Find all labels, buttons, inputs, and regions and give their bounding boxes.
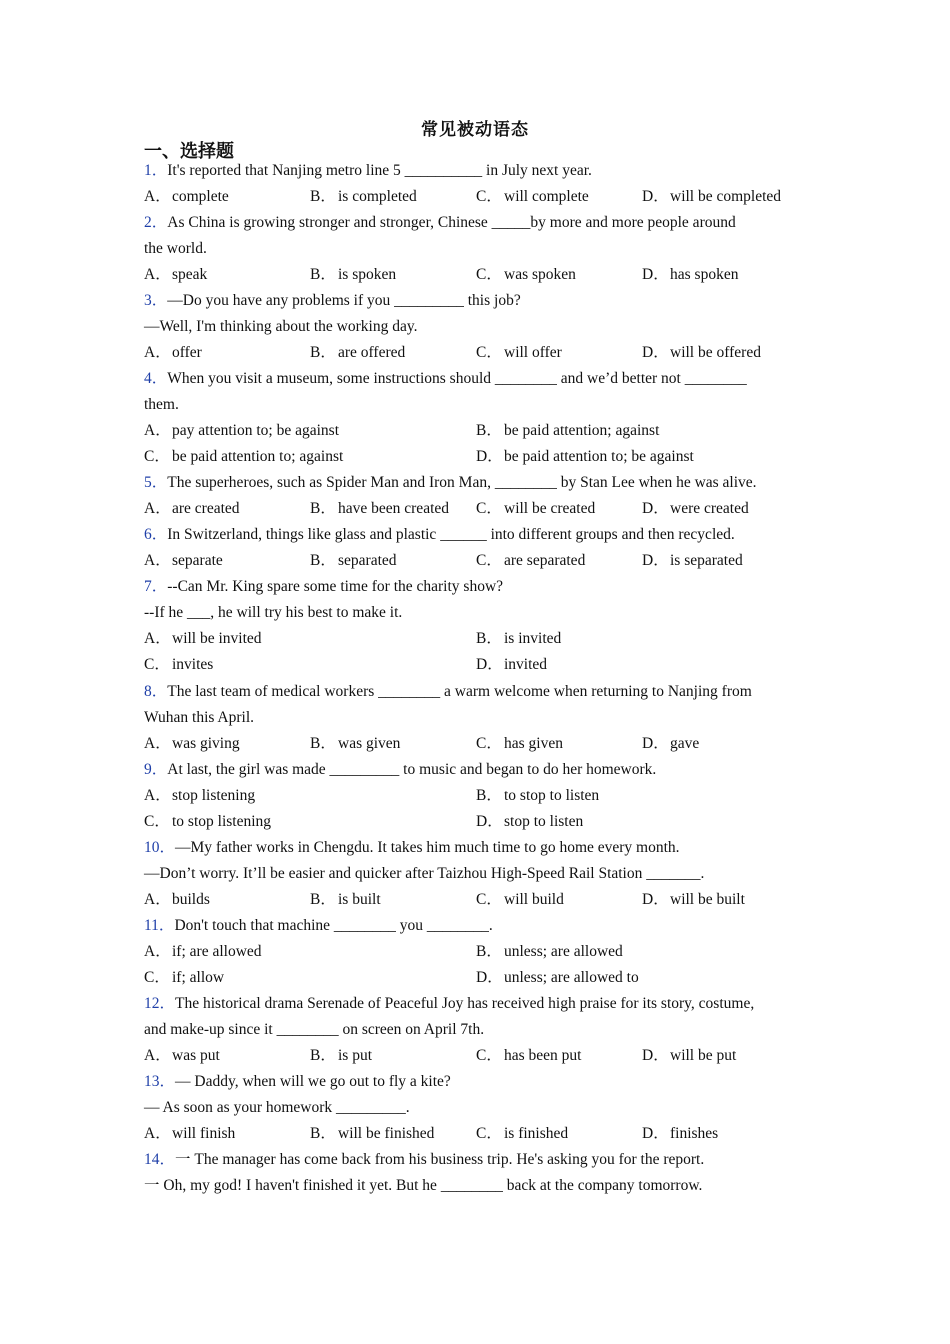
option-d[interactable]: D．will be built — [642, 891, 745, 908]
option-b[interactable]: B． have been created — [310, 500, 450, 517]
stem-continuation: --If he ___, he will try his best to make it. — [144, 604, 403, 621]
stem-continuation: 一 Oh, my god! I haven't finished it yet. But he ________ back at the company tomorrow. — [144, 1177, 703, 1194]
stem-text: In Switzerland, things like glass and plastic ______ into different groups and then recycled. — [167, 526, 735, 543]
option-b[interactable]: B． be paid attention; against — [476, 422, 660, 439]
stem-continuation: —Well, I'm thinking about the working day. — [144, 318, 418, 335]
option-b[interactable]: B． is spoken — [310, 266, 397, 283]
stem-text: 一 The manager has come back from his business trip. He's asking you for the report. — [175, 1151, 705, 1168]
question-5 — [144, 470, 814, 522]
options-row — [144, 496, 814, 522]
option-d[interactable]: D．finishes — [642, 1125, 719, 1142]
question-stem — [144, 470, 814, 496]
stem-continuation: —Don’t worry. It’ll be easier and quicker after Taizhou High-Speed Rail Station _______. — [144, 865, 705, 882]
option-a[interactable]: A．was put — [144, 1047, 220, 1064]
stem-text: It's reported that Nanjing metro line 5 __________ in July next year. — [167, 162, 592, 179]
question-stem — [144, 679, 814, 705]
question-list — [144, 158, 814, 1199]
option-c[interactable]: C． be paid attention to; against — [144, 448, 344, 465]
question-13 — [144, 1069, 814, 1147]
question-stem — [144, 288, 814, 314]
question-9 — [144, 757, 814, 835]
option-b[interactable]: B． are offered — [310, 344, 406, 361]
stem-continuation: the world. — [144, 240, 207, 257]
question-number: 14． — [144, 1151, 176, 1168]
options-row — [144, 444, 814, 470]
options-row — [144, 939, 814, 965]
stem-text: The superheroes, such as Spider Man and Iron Man, ________ by Stan Lee when he was alive. — [167, 474, 757, 491]
stem-text: At last, the girl was made _________ to music and began to do her homework. — [167, 761, 657, 778]
question-stem — [144, 366, 814, 392]
question-2 — [144, 210, 814, 288]
document-title: 常见被动语态 — [421, 120, 529, 140]
question-number: 11． — [144, 917, 175, 934]
question-number: 4． — [144, 370, 168, 387]
stem-text: The historical drama Serenade of Peaceful Joy has received high praise for its story, costume, — [175, 995, 755, 1012]
option-d[interactable]: D．is separated — [642, 552, 743, 569]
options-row — [144, 809, 814, 835]
option-a[interactable]: A．stop listening — [144, 787, 256, 804]
stem-text: --Can Mr. King spare some time for the charity show? — [167, 578, 504, 595]
option-d[interactable]: D．invited — [476, 656, 548, 673]
question-stem — [144, 913, 814, 939]
question-number: 5． — [144, 474, 168, 491]
section-heading: 一、选择题 — [144, 141, 234, 162]
question-stem — [144, 158, 814, 184]
question-stem — [144, 835, 814, 861]
option-b[interactable]: B． is completed — [310, 188, 417, 205]
question-number: 2． — [144, 214, 168, 231]
options-row — [144, 731, 814, 757]
stem-continuation: — As soon as your homework _________. — [144, 1099, 410, 1116]
question-stem — [144, 991, 814, 1017]
options-row — [144, 887, 814, 913]
options-row — [144, 652, 814, 678]
question-1 — [144, 158, 814, 210]
question-number: 9． — [144, 761, 168, 778]
option-d[interactable]: D．unless; are allowed to — [476, 969, 639, 986]
option-c[interactable]: C． will be created — [476, 500, 596, 517]
option-a[interactable]: A．will be invited — [144, 630, 262, 647]
question-8 — [144, 679, 814, 757]
question-number: 8． — [144, 683, 168, 700]
question-number: 10． — [144, 839, 176, 856]
option-a[interactable]: A．offer — [144, 344, 202, 361]
option-c[interactable]: C． to stop listening — [144, 813, 272, 830]
stem-text: As China is growing stronger and stronger, Chinese _____by more and more people around — [167, 214, 736, 231]
option-b[interactable]: B． will be finished — [310, 1125, 435, 1142]
question-stem — [144, 210, 814, 236]
option-c[interactable]: C． are separated — [476, 552, 586, 569]
stem-text: When you visit a museum, some instructions should ________ and we’d better not ________ — [167, 370, 747, 387]
options-row — [144, 626, 814, 652]
option-a[interactable]: A．pay attention to; be against — [144, 422, 340, 439]
question-stem — [144, 574, 814, 600]
options-row — [144, 184, 814, 210]
option-a[interactable]: A．complete — [144, 188, 229, 205]
stem-text: —My father works in Chengdu. It takes him much time to go home every month. — [175, 839, 680, 856]
question-number: 1． — [144, 162, 168, 179]
option-a[interactable]: A．separate — [144, 552, 223, 569]
options-row — [144, 418, 814, 444]
question-4 — [144, 366, 814, 470]
option-a[interactable]: A．will finish — [144, 1125, 236, 1142]
option-d[interactable]: D．will be offered — [642, 344, 761, 361]
option-c[interactable]: C． if; allow — [144, 969, 225, 986]
option-a[interactable]: A．if; are allowed — [144, 943, 262, 960]
question-12 — [144, 991, 814, 1069]
option-d[interactable]: D．stop to listen — [476, 813, 584, 830]
stem-text: Don't touch that machine ________ you ________. — [174, 917, 493, 934]
option-a[interactable]: A．are created — [144, 500, 240, 517]
option-b[interactable]: B． is invited — [476, 630, 562, 647]
option-c[interactable]: C． will complete — [476, 188, 589, 205]
options-row — [144, 783, 814, 809]
question-stem — [144, 1069, 814, 1095]
question-number: 7． — [144, 578, 168, 595]
option-a[interactable]: A．was giving — [144, 735, 240, 752]
option-b[interactable]: B． unless; are allowed — [476, 943, 623, 960]
option-d[interactable]: D．be paid attention to; be against — [476, 448, 694, 465]
question-7 — [144, 574, 814, 678]
option-c[interactable]: C． has given — [476, 735, 563, 752]
option-d[interactable]: D．will be put — [642, 1047, 737, 1064]
question-10 — [144, 835, 814, 913]
option-b[interactable]: B． was given — [310, 735, 401, 752]
stem-text: — Daddy, when will we go out to fly a kite? — [175, 1073, 451, 1090]
option-b[interactable]: B． separated — [310, 552, 397, 569]
option-c[interactable]: C． will offer — [476, 344, 562, 361]
option-a[interactable]: A．speak — [144, 266, 208, 283]
option-b[interactable]: B． to stop to listen — [476, 787, 600, 804]
option-c[interactable]: C． invites — [144, 656, 214, 673]
stem-text: —Do you have any problems if you _________ this job? — [167, 292, 521, 309]
option-d[interactable]: D．has spoken — [642, 266, 739, 283]
option-d[interactable]: D．will be completed — [642, 188, 782, 205]
options-row — [144, 1121, 814, 1147]
question-14 — [144, 1147, 814, 1199]
option-c[interactable]: C． is finished — [476, 1125, 569, 1142]
stem-text: The last team of medical workers ________ a warm welcome when returning to Nanjing from — [167, 683, 752, 700]
question-number: 3． — [144, 292, 168, 309]
option-c[interactable]: C． will build — [476, 891, 564, 908]
question-stem — [144, 522, 814, 548]
question-stem — [144, 757, 814, 783]
option-d[interactable]: D．were created — [642, 500, 749, 517]
option-a[interactable]: A．builds — [144, 891, 210, 908]
option-c[interactable]: C． was spoken — [476, 266, 576, 283]
question-number: 12． — [144, 995, 176, 1012]
stem-continuation: and make-up since it ________ on screen on April 7th. — [144, 1021, 485, 1038]
options-row — [144, 1043, 814, 1069]
options-row — [144, 340, 814, 366]
option-c[interactable]: C． has been put — [476, 1047, 582, 1064]
option-b[interactable]: B． is built — [310, 891, 381, 908]
stem-continuation: Wuhan this April. — [144, 709, 255, 726]
options-row — [144, 262, 814, 288]
stem-continuation: them. — [144, 396, 179, 413]
options-row — [144, 965, 814, 991]
question-3 — [144, 288, 814, 366]
question-11 — [144, 913, 814, 991]
question-number: 13． — [144, 1073, 176, 1090]
question-stem — [144, 1147, 814, 1173]
option-d[interactable]: D．gave — [642, 735, 700, 752]
option-b[interactable]: B． is put — [310, 1047, 373, 1064]
question-number: 6． — [144, 526, 168, 543]
question-6 — [144, 522, 814, 574]
options-row — [144, 548, 814, 574]
